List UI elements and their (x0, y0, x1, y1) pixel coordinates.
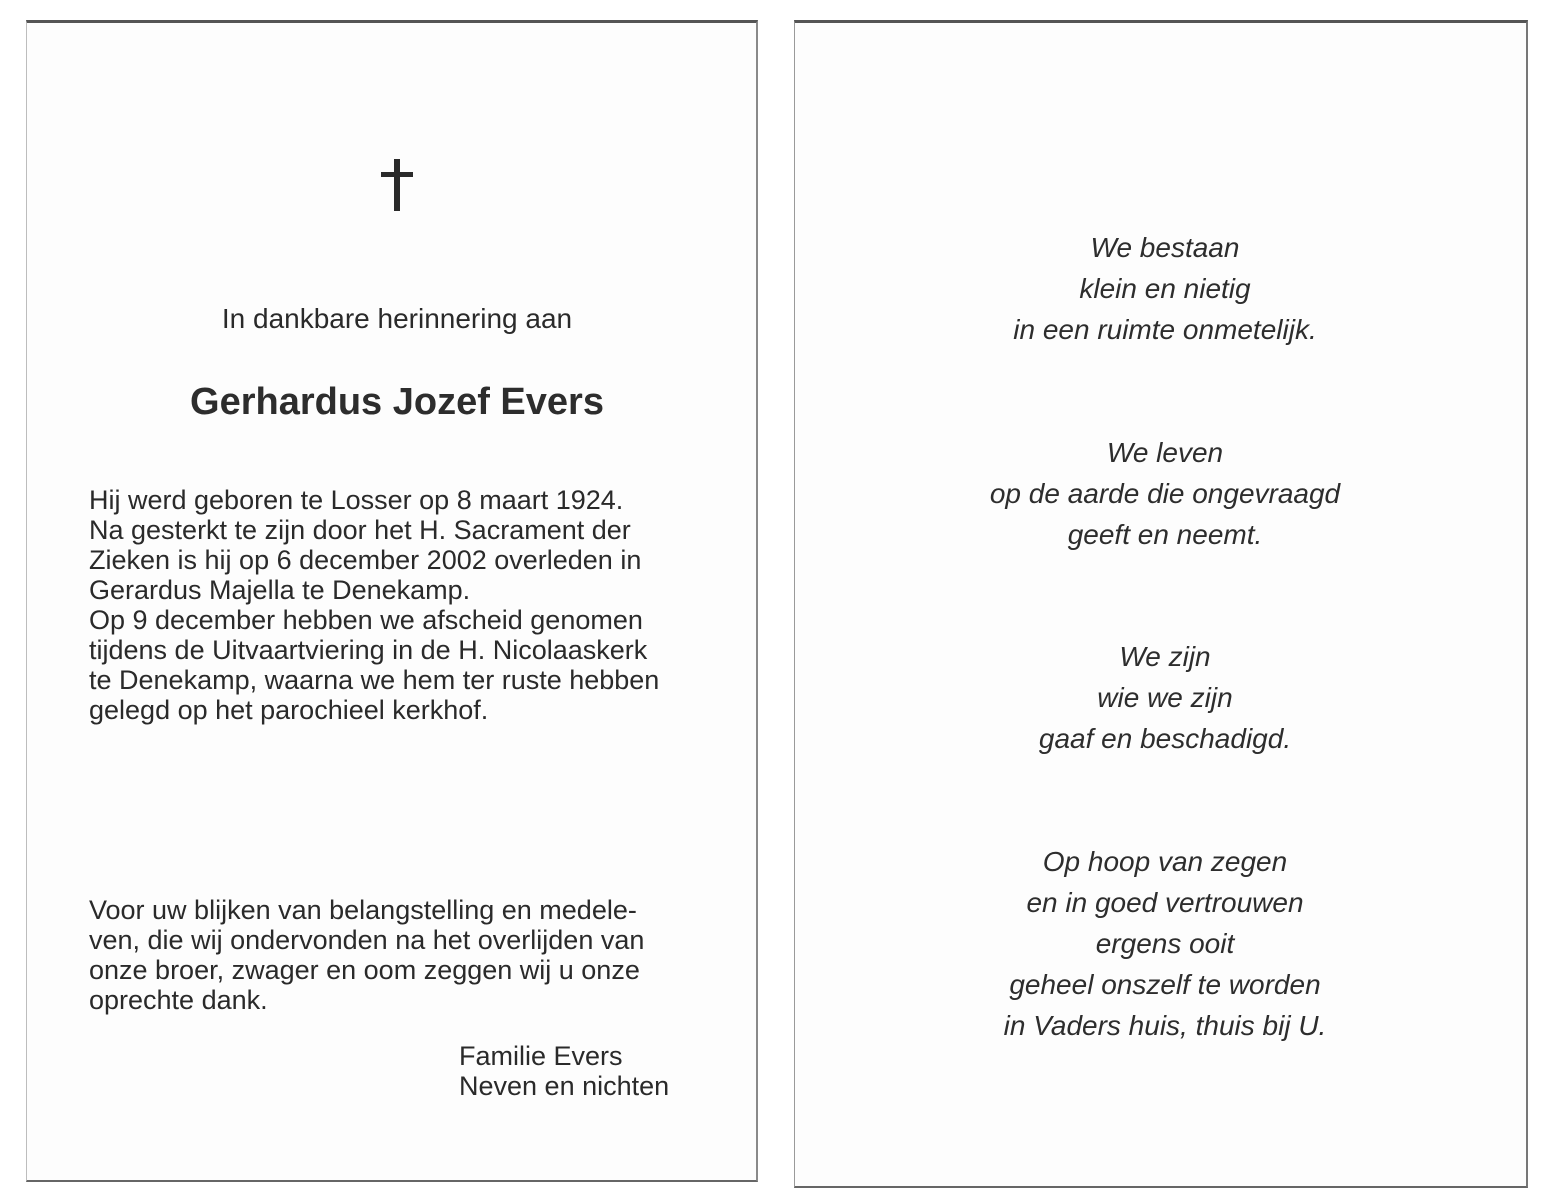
poem-line: geheel onszelf te worden (1009, 969, 1321, 1000)
biography-line: Hij werd geboren te Losser op 8 maart 1924. (89, 485, 624, 515)
cross-icon (379, 159, 415, 211)
biography-line: Na gesterkt te zijn door het H. Sacrament der (89, 515, 631, 545)
biography-line: Zieken is hij op 6 december 2002 overleden in (89, 545, 642, 575)
signature-line: Familie Evers (459, 1041, 623, 1071)
poem-line: klein en nietig (1079, 273, 1251, 304)
poem-line: geeft en neemt. (1067, 519, 1263, 550)
poem-line: en in goed vertrouwen (1026, 887, 1304, 918)
signature-line: Neven en nichten (459, 1071, 670, 1101)
poem-line: op de aarde die ongevraagd (989, 478, 1341, 509)
poem-line: in Vaders huis, thuis bij U. (1003, 1010, 1327, 1041)
poem-stanza (795, 636, 1535, 759)
thanks-line: oprechte dank. (89, 985, 268, 1015)
thanks-line: onze broer, zwager en oom zeggen wij u onze (89, 955, 640, 985)
biography-line: tijdens de Uitvaartviering in de H. Nicolaaskerk (89, 635, 648, 665)
poem-line: We leven (1106, 437, 1224, 468)
poem-line: ergens ooit (1095, 928, 1235, 959)
poem-stanza (795, 432, 1535, 555)
poem-line: We zijn (1119, 641, 1211, 672)
biography-line: te Denekamp, waarna we hem ter ruste hebben (89, 665, 660, 695)
biography-line: gelegd op het parochieel kerkhof. (89, 695, 489, 725)
poem-line: in een ruimte onmetelijk. (1013, 314, 1317, 345)
poem-line: gaaf en beschadigd. (1038, 723, 1292, 754)
biography-line: Op 9 december hebben we afscheid genomen (89, 605, 643, 635)
poem-stanza (795, 227, 1535, 350)
poem-line: We bestaan (1090, 232, 1240, 263)
biography-line: Gerardus Majella te Denekamp. (89, 575, 471, 605)
thanks-line: ven, die wij ondervonden na het overlijden van (89, 925, 645, 955)
family-signature (459, 1041, 669, 1101)
deceased-name: Gerhardus Jozef Evers (190, 381, 604, 423)
dedication-intro: In dankbare herinnering aan (221, 303, 573, 334)
biography-text (89, 485, 707, 725)
memorial-card-front (26, 20, 758, 1182)
memorial-card-poem (794, 20, 1528, 1188)
poem-line: wie we zijn (1097, 682, 1233, 713)
poem-stanza (795, 841, 1535, 1046)
thanks-line: Voor uw blijken van belangstelling en medele- (89, 895, 637, 925)
thanks-text (89, 895, 707, 1015)
poem-line: Op hoop van zegen (1042, 846, 1288, 877)
